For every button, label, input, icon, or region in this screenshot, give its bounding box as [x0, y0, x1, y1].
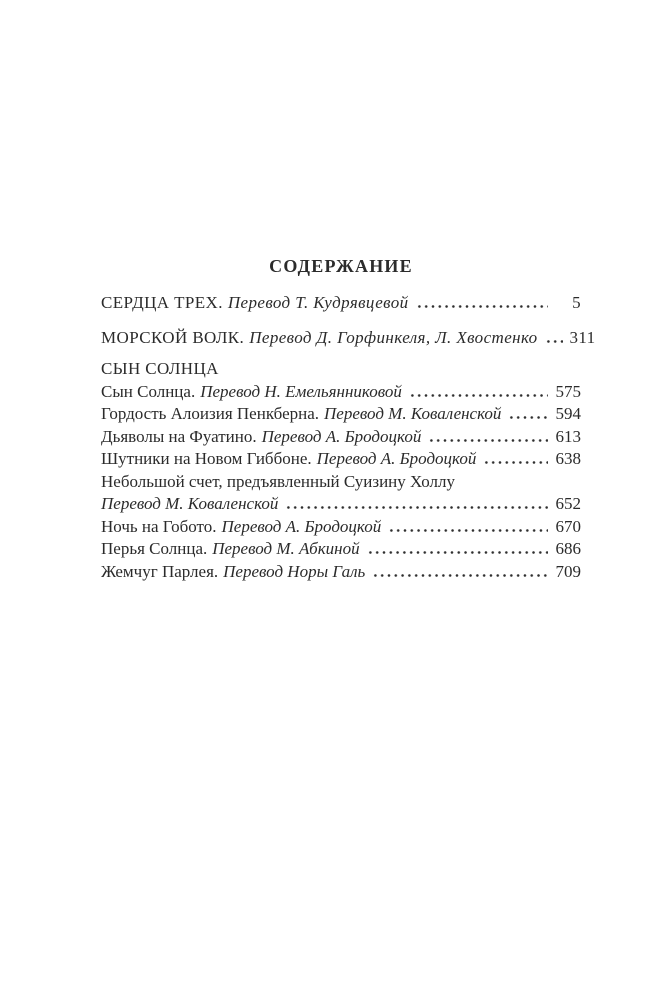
entry-page-number: 686	[555, 539, 581, 558]
entry-translator: Перевод Д. Горфинкеля, Л. Хвостенко	[249, 327, 538, 347]
toc-entry	[101, 327, 596, 350]
entry-page-number: 5	[572, 293, 581, 312]
entry-translator: Перевод М. Коваленской	[101, 494, 279, 513]
entry-page-number: 613	[555, 426, 581, 446]
dot-leader	[428, 437, 548, 442]
entry-title: Гордость Алоизия Пенкберна.	[101, 404, 320, 423]
dot-leader	[285, 504, 548, 509]
entry-page-number: 594	[555, 404, 581, 423]
entry-translator: Перевод Норы Галь	[223, 561, 366, 581]
section-title: СЫН СОЛНЦА	[101, 359, 219, 378]
dot-leader	[409, 392, 548, 397]
toc-entry	[101, 448, 581, 471]
toc-entry-line2	[101, 493, 581, 516]
toc-entry	[101, 292, 581, 315]
toc-entry	[101, 516, 581, 539]
entry-title: Шутники на Новом Гиббоне.	[101, 449, 312, 468]
dot-leader	[508, 414, 548, 419]
entry-title: Жемчуг Парлея.	[101, 561, 219, 581]
dot-leader	[367, 549, 548, 554]
entry-page-number: 575	[555, 381, 581, 401]
entry-translator: Перевод А. Бродоцкой	[221, 516, 382, 536]
toc-entry	[101, 538, 581, 561]
entry-title: СЕРДЦА ТРЕХ.	[101, 293, 223, 312]
dot-leader	[545, 338, 563, 343]
entry-title: Небольшой счет, предъявленный Суизину Холлу	[101, 471, 455, 491]
dot-leader	[372, 572, 548, 577]
toc-entry	[101, 561, 581, 584]
dot-leader	[416, 303, 548, 308]
entry-page-number: 670	[555, 516, 581, 536]
entry-page-number: 311	[569, 327, 596, 347]
toc-entry	[101, 381, 581, 404]
dot-leader	[388, 527, 548, 532]
entry-page-number: 709	[555, 561, 581, 581]
dot-leader	[483, 459, 548, 464]
entry-title: Перья Солнца.	[101, 539, 208, 558]
entry-title: МОРСКОЙ ВОЛК.	[101, 327, 245, 347]
page-title: СОДЕРЖАНИЕ	[269, 256, 413, 276]
entry-translator: Перевод Н. Емельянниковой	[200, 381, 402, 401]
toc-entry-line1	[101, 471, 581, 494]
toc-section-header	[101, 358, 581, 381]
entry-translator: Перевод А. Бродоцкой	[261, 426, 422, 446]
entry-translator: Перевод А. Бродоцкой	[316, 449, 477, 468]
entry-page-number: 652	[555, 494, 581, 513]
table-of-contents	[101, 253, 596, 583]
entry-title: Сын Солнца.	[101, 381, 196, 401]
entry-page-number: 638	[555, 449, 581, 468]
entry-translator: Перевод Т. Кудрявцевой	[227, 293, 409, 312]
entry-translator: Перевод М. Абкиной	[212, 539, 360, 558]
entry-title: Дьяволы на Фуатино.	[101, 426, 257, 446]
entry-translator: Перевод М. Коваленской	[324, 404, 502, 423]
toc-entry	[101, 426, 581, 449]
entry-title: Ночь на Гобото.	[101, 516, 217, 536]
toc-entry	[101, 403, 581, 426]
